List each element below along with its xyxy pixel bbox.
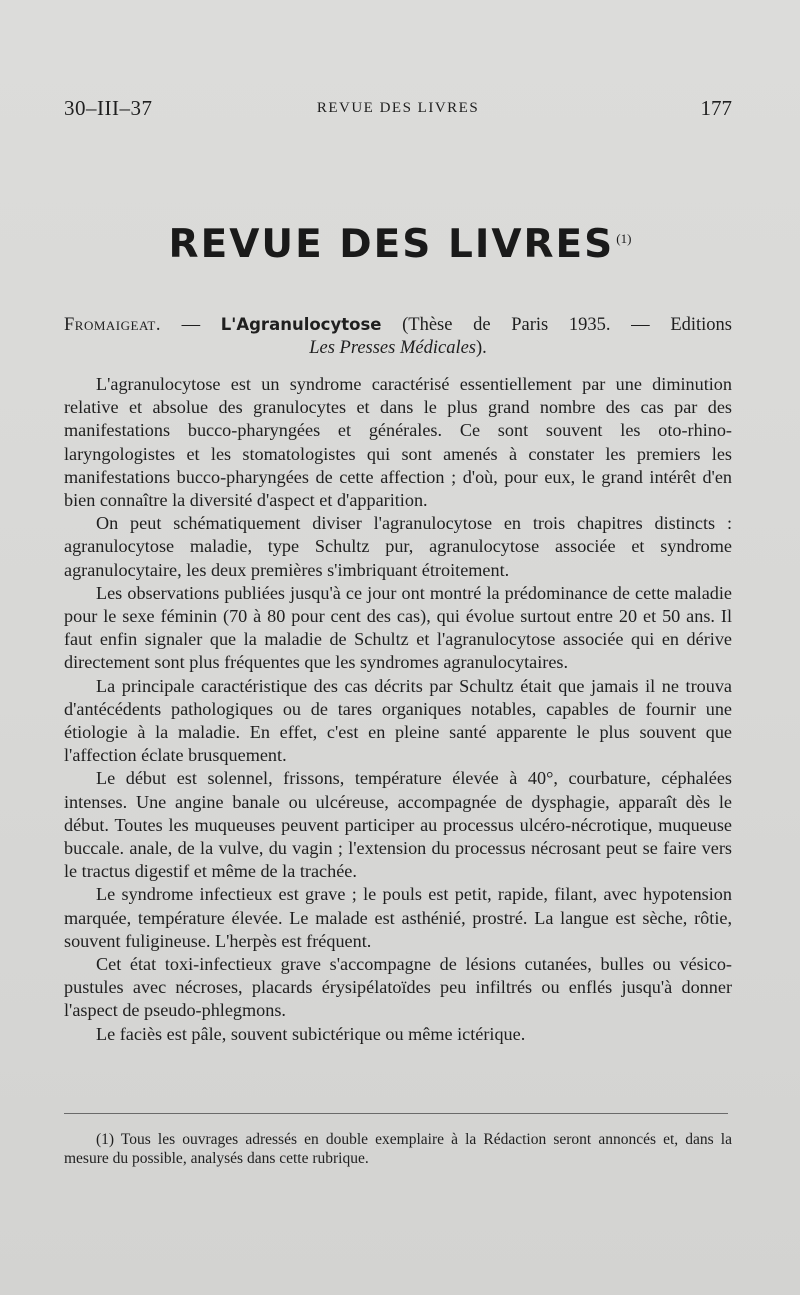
footnote: (1) Tous les ouvrages adressés en double exemplaire à la Rédaction seront annoncés et, dans la mesure du possible, analysés dans cette rubrique.	[64, 1131, 732, 1167]
review-publisher-suffix: ).	[476, 338, 487, 358]
review-heading-line-1	[64, 313, 732, 337]
paragraph: Le syndrome infectieux est grave ; le pouls est petit, rapide, filant, avec hypotension marquée, température élevée. Le malade est asthénié, prostré. La langue est sèche, rôtie, souvent fuligineuse. L'herpès est fréquent.	[64, 884, 732, 951]
review-author: Fromaigeat.	[64, 315, 161, 335]
review-dash: —	[160, 315, 221, 335]
paragraph: Cet état toxi-infectieux grave s'accompagne de lésions cutanées, bulles ou vésico-pustules avec nécroses, placards érysipélatoïdes peu infiltrés ou enflés jusqu'à donner l'aspect de pseudo-phlegmons.	[64, 954, 732, 1021]
footnote-separator	[64, 1113, 728, 1114]
review-body	[64, 373, 732, 1046]
page-title-text: REVUE DES LIVRES	[168, 222, 615, 267]
paragraph: La principale caractéristique des cas décrits par Schultz était que jamais il ne trouva d'antécédents pathologiques ou de tares organiques notables, capables de fournir une étiologie à la maladie. En effet, c'est en pleine santé apparente le plus souvent que l'affection éclate brusquement.	[64, 675, 732, 766]
journal-section: REVUE DES LIVRES	[316, 100, 480, 116]
paragraph: Les observations publiées jusqu'à ce jour ont montré la prédominance de cette maladie pour le sexe féminin (70 à 80 pour cent des cas), qui évolue surtout entre 20 et 50 ans. Il faut enfin signaler que la maladie de Schultz et l'agranulocytose associée qui en dérive directement sont plus fréquentes que les syndromes agranulocytaires.	[64, 582, 732, 673]
paragraph: Le début est solennel, frissons, température élevée à 40°, courbature, céphalées intenses. Une angine banale ou ulcéreuse, accompagnée de dysphagie, apparaît dès le début. Toutes les muqueuses peuvent participer au processus ulcéro-nécrotique, muqueuse buccale. anale, de la vulve, du vagin ; l'extension du processus nécrosant peut se faire vers le tractus digestif et même de la trachée.	[64, 768, 732, 882]
review-heading-line-2	[64, 337, 732, 360]
review-details: (Thèse de Paris 1935. — Editions	[381, 315, 732, 335]
review-book-title: L'Agranulocytose	[220, 315, 382, 334]
paragraph: On peut schématiquement diviser l'agranulocytose en trois chapitres distincts : agranulocytose maladie, type Schultz pur, agranulocytose associée et syndrome agranulocytaire, les deux premières s'imbriquant étroitement.	[64, 513, 732, 580]
paragraph: L'agranulocytose est un syndrome caractérisé essentiellement par une diminution relative et absolue des granulocytes et dans le plus grand nombre des cas par des manifestations bucco-pharyngées et générales. Ce sont souvent les oto-rhino-laryngologistes et les stomatologistes qui sont amenés à constater les premiers les manifestations bucco-pharyngées de cette affection ; d'où, pour eux, le grand intérêt d'en bien connaître la diversité d'aspect et d'apparition.	[64, 374, 732, 511]
issue-date: 30–III–37	[64, 96, 153, 120]
page-number: 177	[700, 96, 732, 120]
running-head	[64, 96, 732, 122]
title-footnote-mark: (1)	[616, 231, 632, 246]
page-title	[0, 222, 800, 267]
paragraph: Le faciès est pâle, souvent subictérique ou même ictérique.	[96, 1023, 526, 1044]
review-publisher: Les Presses Médicales	[309, 338, 476, 358]
review-heading	[64, 313, 732, 360]
